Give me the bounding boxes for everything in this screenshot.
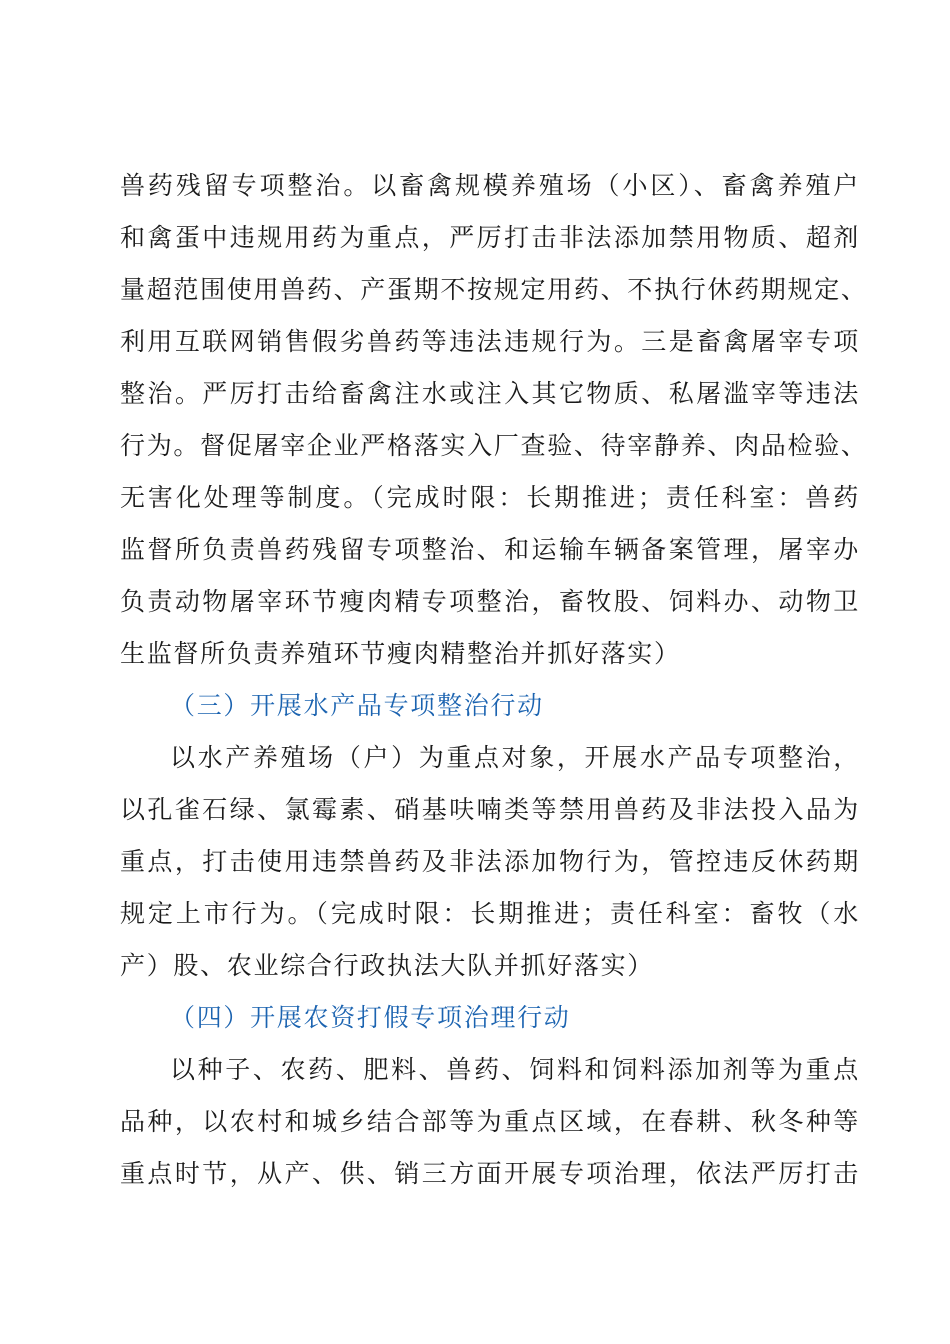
section-heading-agri-inputs xyxy=(120,992,860,1044)
text-line: 利用互联网销售假劣兽药等违法违规行为。三是畜禽屠宰专项 xyxy=(120,327,860,356)
text-line: 监督所负责兽药残留专项整治、和运输车辆备案管理，屠宰办 xyxy=(120,535,860,564)
text-line: 量超范围使用兽药、产蛋期不按规定用药、不执行休药期规定、 xyxy=(120,275,868,304)
text-line: 行为。督促屠宰企业严格落实入厂查验、待宰静养、肉品检验、 xyxy=(120,431,868,460)
text-line: 品种，以农村和城乡结合部等为重点区域，在春耕、秋冬种等 xyxy=(120,1107,860,1136)
text-line: 无害化处理等制度。（完成时限：长期推进；责任科室：兽药 xyxy=(120,483,860,512)
paragraph-aquatic xyxy=(120,732,860,992)
text-line: 兽药残留专项整治。以畜禽规模养殖场（小区）、畜禽养殖户 xyxy=(120,171,860,200)
text-line: 规定上市行为。（完成时限：长期推进；责任科室：畜牧（水 xyxy=(120,899,860,928)
heading-text: （四）开展农资打假专项治理行动 xyxy=(170,1003,571,1032)
heading-text: （三）开展水产品专项整治行动 xyxy=(170,691,544,720)
text-line: 以水产养殖场（户）为重点对象，开展水产品专项整治， xyxy=(170,743,860,772)
section-heading-aquatic xyxy=(120,680,860,732)
paragraph-veterinary-residue xyxy=(120,160,868,680)
text-line: 以孔雀石绿、氯霉素、硝基呋喃类等禁用兽药及非法投入品为 xyxy=(120,795,860,824)
paragraph-agri-inputs xyxy=(120,1044,860,1200)
text-line: 重点时节，从产、供、销三方面开展专项治理，依法严厉打击 xyxy=(120,1159,860,1188)
text-line: 整治。严厉打击给畜禽注水或注入其它物质、私屠滥宰等违法 xyxy=(120,379,860,408)
text-line: 生监督所负责养殖环节瘦肉精整治并抓好落实） xyxy=(120,639,681,668)
text-line: 负责动物屠宰环节瘦肉精专项整治，畜牧股、饲料办、动物卫 xyxy=(120,587,860,616)
document-page xyxy=(120,160,868,1200)
text-line: 以种子、农药、肥料、兽药、饲料和饲料添加剂等为重点 xyxy=(170,1055,860,1084)
text-line: 和禽蛋中违规用药为重点，严厉打击非法添加禁用物质、超剂 xyxy=(120,223,860,252)
text-line: 产）股、农业综合行政执法大队并抓好落实） xyxy=(120,951,655,980)
text-line: 重点，打击使用违禁兽药及非法添加物行为，管控违反休药期 xyxy=(120,847,860,876)
